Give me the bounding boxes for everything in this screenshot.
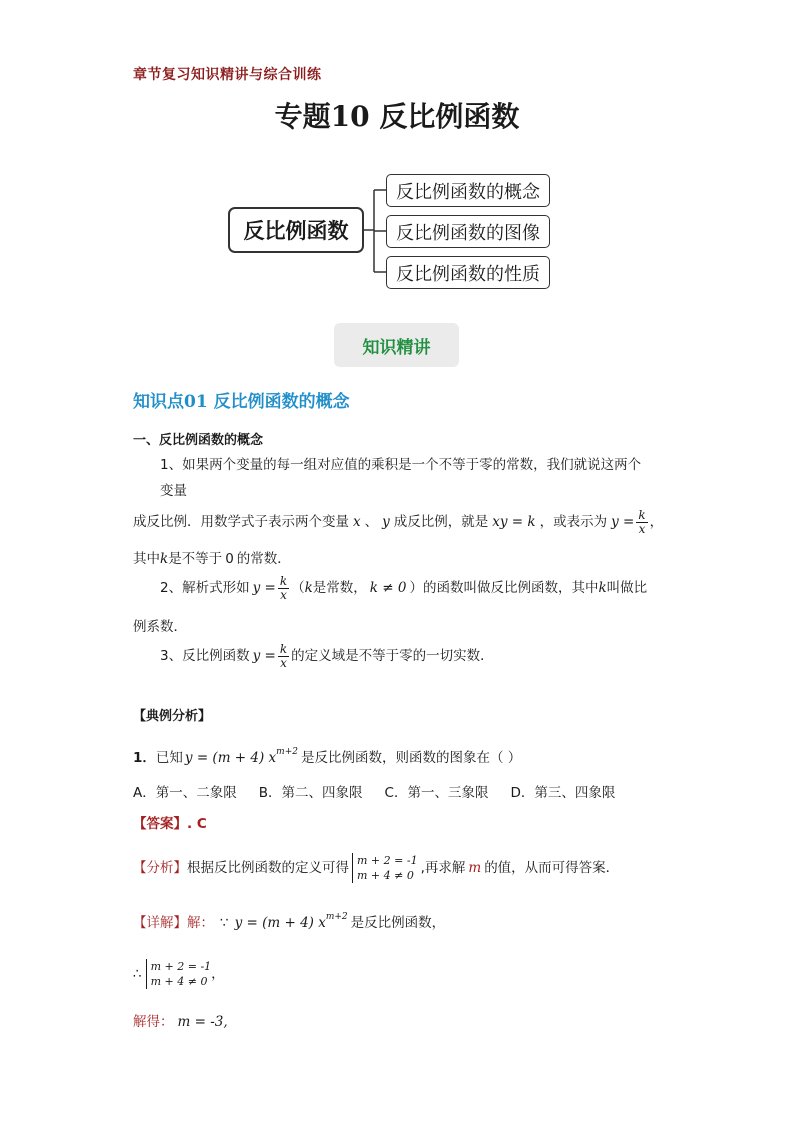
because-symbol: ∵ xyxy=(220,915,229,931)
p1-line3: 成反比例．用数学式子表示两个变量 x 、 y 成反比例，就是 xy = k ，或表示为 y = $\frac{k}{x}$ ， xyxy=(133,507,664,536)
answer-value: . C xyxy=(187,816,207,832)
analysis-label: 【分析】 xyxy=(133,860,187,876)
p2-line1 xyxy=(160,575,647,601)
formula-y-eq: y = xyxy=(611,514,635,530)
numerator: k xyxy=(279,641,288,656)
question-number: 1． xyxy=(133,750,156,766)
mind-map-branch-graph: 反比例函数的图像 xyxy=(386,215,550,248)
mind-map-branch-properties: 反比例函数的性质 xyxy=(386,256,550,289)
option-c: C．第一、三象限 xyxy=(384,785,489,801)
analysis xyxy=(133,848,619,888)
text: 根据反比例函数的定义可得 xyxy=(187,860,349,876)
var-m: m xyxy=(468,860,482,876)
text: 的值，从而可得答案． xyxy=(484,860,620,876)
section-badge: 知识精讲 xyxy=(334,323,459,367)
text: 其中 xyxy=(133,551,160,567)
detail-label: 【详解】 xyxy=(133,915,187,931)
mind-map-root: 反比例函数 xyxy=(228,207,364,253)
text: 2、解析式形如 xyxy=(160,580,250,596)
subheading: 一、反比例函数的概念 xyxy=(133,433,264,448)
text: 的常数． xyxy=(236,551,291,567)
solve-value: m = -3, xyxy=(177,1014,228,1030)
solution-line xyxy=(133,1012,228,1032)
option-b: B．第二、四象限 xyxy=(258,785,363,801)
options-row xyxy=(133,783,615,803)
text: 是常数， xyxy=(312,580,367,596)
system-line-1: m + 2 = -1 xyxy=(150,960,212,973)
detail xyxy=(133,910,445,936)
question-1 xyxy=(133,745,521,771)
formula-y-eq: y = xyxy=(252,648,276,664)
text: 成反比例．用数学式子表示两个变量 xyxy=(133,514,349,530)
p3-line xyxy=(160,643,494,669)
p1-line1: 1、如果两个变量的每一组对应值的乘积是一个不等于零的常数，我们就说这两个 xyxy=(160,457,642,473)
var-y: y xyxy=(382,514,390,530)
text: ， xyxy=(211,966,225,982)
option-d: D．第三、四象限 xyxy=(510,785,616,801)
page-title: 专题10 反比例函数 xyxy=(274,100,520,133)
formula: y = (m + 4) x xyxy=(184,750,277,766)
text: 叫做比 xyxy=(606,580,648,596)
equation-system xyxy=(146,959,212,989)
denominator: x xyxy=(280,655,287,670)
zero: 0 xyxy=(225,551,234,567)
numerator: k xyxy=(279,573,288,588)
example-label: 【典例分析】 xyxy=(133,709,212,724)
text: （ xyxy=(291,580,305,596)
mind-map-branch-concept: 反比例函数的概念 xyxy=(386,174,550,207)
system-therefore xyxy=(133,955,225,993)
denominator: x xyxy=(638,521,646,536)
knowledge-point-title: 知识点01 反比例函数的概念 xyxy=(133,392,350,412)
text: 、 xyxy=(364,514,379,530)
numerator: k xyxy=(638,507,646,522)
fraction-k-over-x xyxy=(278,575,289,602)
p2-line2: 例系数． xyxy=(133,619,187,635)
equation-system xyxy=(352,853,418,883)
var-k: k xyxy=(304,580,313,596)
system-line-1: m + 2 = -1 xyxy=(357,854,418,867)
var-k: k xyxy=(160,551,169,567)
solve-label: 解得： xyxy=(133,1014,174,1030)
option-a: A．第一、二象限 xyxy=(133,785,237,801)
formula-xy-k: xy = k xyxy=(492,514,536,530)
text: 是不等于 xyxy=(168,551,223,567)
series-tag: 章节复习知识精讲与综合训练 xyxy=(133,67,322,83)
system-line-2: m + 4 ≠ 0 xyxy=(150,975,208,988)
formula-k-ne-0: k ≠ 0 xyxy=(369,580,407,596)
denominator: x xyxy=(280,587,287,602)
p1-line2: 变量 xyxy=(160,483,187,499)
formula-y-eq: y = xyxy=(252,580,276,596)
var-x: x xyxy=(353,514,361,530)
text: ，或表示为 xyxy=(539,514,608,530)
therefore-symbol: ∴ xyxy=(133,966,142,982)
formula: y = (m + 4) x xyxy=(234,915,326,931)
text: 是反比例函数， xyxy=(350,915,446,931)
text: 的定义域是不等于零的一切实数． xyxy=(291,648,494,664)
answer xyxy=(133,814,207,834)
text: 是反比例函数，则函数的图象在（ ） xyxy=(300,750,522,766)
p1-line4 xyxy=(133,549,291,569)
text: 已知 xyxy=(155,750,183,766)
fraction-k-over-x xyxy=(278,643,289,670)
var-k: k xyxy=(598,580,607,596)
text: ）的函数叫做反比例函数，其中 xyxy=(409,580,599,596)
text: 解： xyxy=(187,915,214,931)
system-line-2: m + 4 ≠ 0 xyxy=(357,869,414,882)
fraction-k-over-x xyxy=(636,509,647,536)
exponent: m+2 xyxy=(276,747,298,757)
text: ,再求解 xyxy=(420,860,466,876)
text: 成反比例，就是 xyxy=(393,514,489,530)
answer-label: 【答案】 xyxy=(133,816,187,832)
mind-map xyxy=(228,168,558,296)
text: 3、反比例函数 xyxy=(160,648,250,664)
exponent: m+2 xyxy=(325,912,348,922)
